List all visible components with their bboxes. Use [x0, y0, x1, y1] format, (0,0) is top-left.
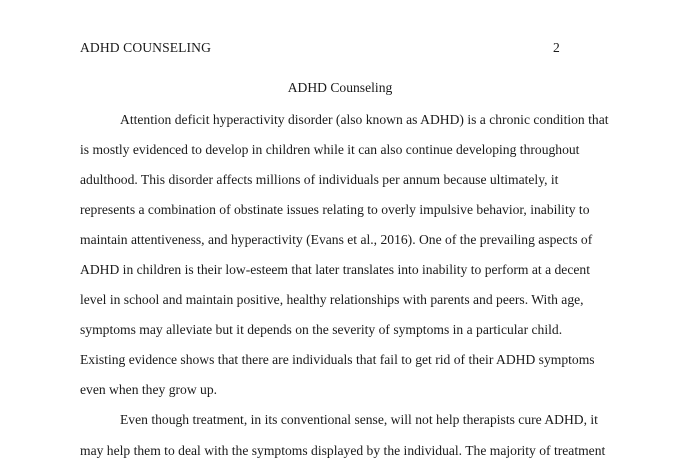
page-number: 2	[553, 40, 560, 55]
paragraph-1-line-9: Existing evidence shows that there are individuals that fail to get rid of their ADHD symptoms	[80, 352, 595, 367]
paragraph-1-line-5: maintain attentiveness, and hyperactivity (Evans et al., 2016). One of the prevailing aspects of	[80, 232, 593, 247]
paragraph-2-line-1: Even though treatment, in its conventional sense, will not help therapists cure ADHD, it	[120, 412, 598, 427]
document-title: ADHD Counseling	[287, 80, 393, 95]
paragraph-1-line-4: represents a combination of obstinate issues relating to overly impulsive behavior, inability to	[80, 202, 590, 217]
paragraph-1-line-10: even when they grow up.	[80, 382, 218, 397]
paragraph-1-line-2: is mostly evidenced to develop in children while it can also continue developing throughout	[80, 142, 580, 157]
paragraph-1-line-8: symptoms may alleviate but it depends on the severity of symptoms in a particular child.	[80, 322, 563, 337]
paragraph-1-line-3: adulthood. This disorder affects millions of individuals per annum because ultimately, it	[80, 172, 559, 187]
paragraph-1-line-7: level in school and maintain positive, healthy relationships with parents and peers. With age,	[80, 292, 584, 307]
paragraph-1-line-1: Attention deficit hyperactivity disorder (also known as ADHD) is a chronic condition that	[120, 112, 609, 127]
running-head: ADHD COUNSELING	[80, 40, 212, 55]
paragraph-2-line-2: may help them to deal with the symptoms displayed by the individual. The majority of treatment	[80, 443, 606, 458]
paragraph-1-line-6: ADHD in children is their low-esteem that later translates into inability to perform at a decent	[80, 262, 590, 277]
